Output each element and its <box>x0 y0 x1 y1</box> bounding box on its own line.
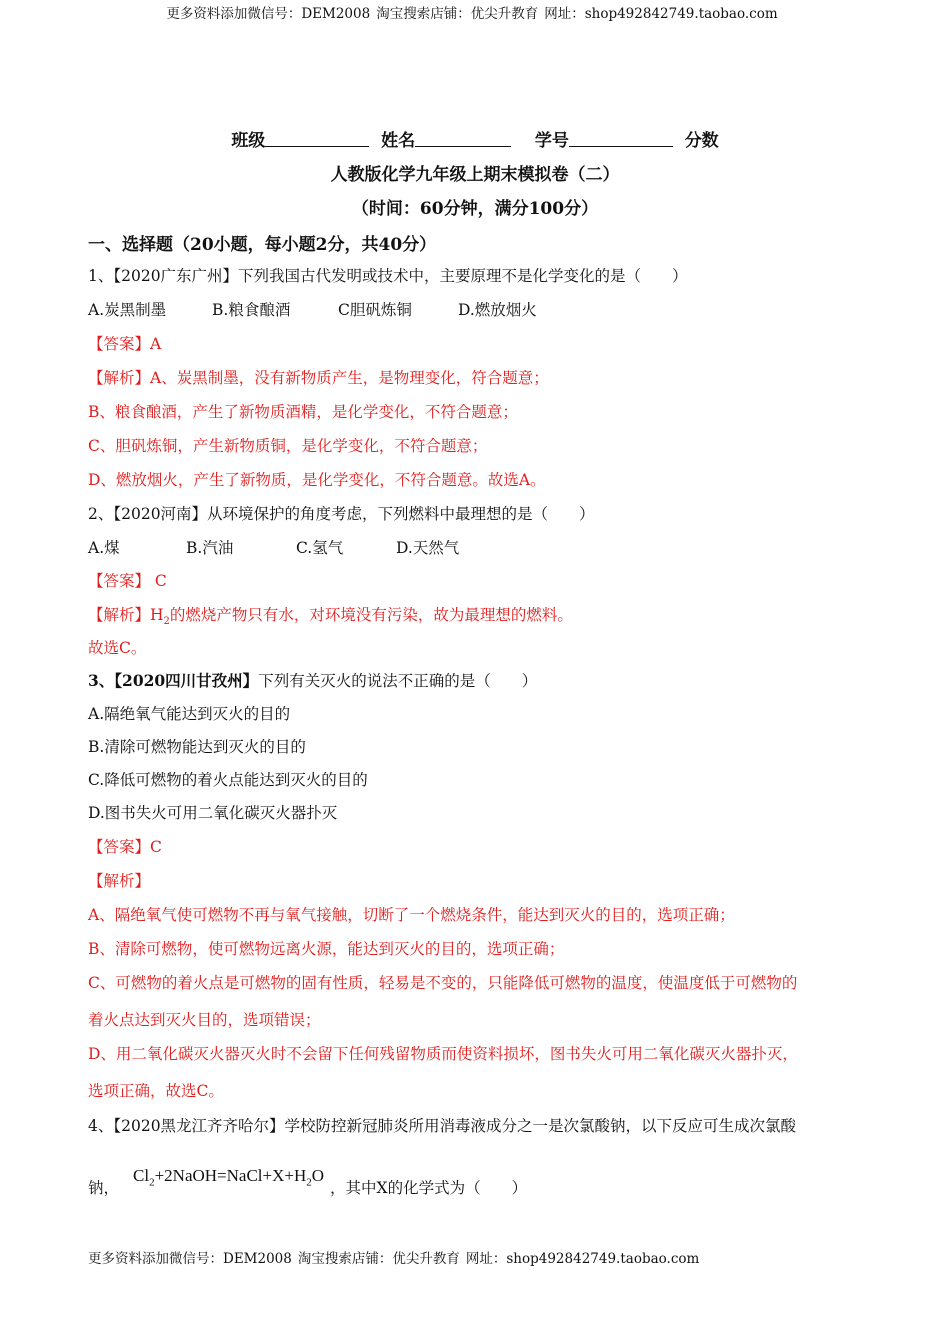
footer-url: 网址：shop492842749.taobao.com <box>465 1251 700 1267</box>
q2-option-a[interactable]: A.煤 <box>88 539 120 557</box>
class-blank[interactable] <box>265 130 369 147</box>
q4-stem: 4、【2020黑龙江齐齐哈尔】学校防控新冠肺炎所用消毒液成分之一是次氯酸钠，以下反应可生成次氯酸 <box>88 1117 797 1135</box>
q1-option-a[interactable]: A.炭黑制墨 <box>88 301 167 319</box>
exam-title: 人教版化学九年级上期末模拟卷（二） <box>330 165 620 185</box>
q2-stem: 2、【2020河南】从环境保护的角度考虑，下列燃料中最理想的是（ ） <box>88 505 595 523</box>
q3-number: 3、 <box>88 671 115 690</box>
footer-wechat: 更多资料添加微信号：DEM2008 <box>88 1251 292 1267</box>
q3-option-c[interactable]: C.降低可燃物的着火点能达到灭火的目的 <box>88 771 368 789</box>
page-header <box>0 2 950 22</box>
q3-text: 下列有关灭火的说法不正确的是（ ） <box>258 672 538 690</box>
header-url: 网址：shop492842749.taobao.com <box>544 6 778 22</box>
q1-option-c[interactable]: C胆矾炼铜 <box>338 301 412 319</box>
q3-analysis-label: 【解析】 <box>88 872 151 890</box>
student-info-line <box>0 126 950 151</box>
q3-stem <box>88 669 537 691</box>
header-wechat: 更多资料添加微信号：DEM2008 <box>166 6 371 22</box>
q2-answer: 【答案】 C <box>88 572 167 590</box>
q3-option-d[interactable]: D.图书失火可用二氧化碳灭火器扑灭 <box>88 804 338 822</box>
q1-options <box>88 298 537 320</box>
q2-option-c[interactable]: C.氢气 <box>296 539 344 557</box>
q3-analysis-2: B、清除可燃物，使可燃物远离火源，能达到灭火的目的，选项正确； <box>88 940 565 958</box>
q1-option-d[interactable]: D.燃放烟火 <box>458 301 537 319</box>
q3-source: 【2020四川甘孜州】 <box>114 671 259 690</box>
q3-option-b[interactable]: B.清除可燃物能达到灭火的目的 <box>88 738 306 756</box>
q3-answer: 【答案】C <box>88 838 162 856</box>
q3-analysis-6: 选项正确，故选C。 <box>88 1082 224 1100</box>
footer-taobao: 淘宝搜索店铺：优尖升教育 <box>297 1251 460 1267</box>
q2-options <box>88 536 459 558</box>
header-taobao: 淘宝搜索店铺：优尖升教育 <box>376 6 539 22</box>
q3-analysis-3: C、可燃物的着火点是可燃物的固有性质，轻易是不变的，只能降低可燃物的温度，使温度低于可燃物的 <box>88 974 798 992</box>
score-label: 分数 <box>684 131 719 151</box>
name-label: 姓名 <box>381 131 416 151</box>
q2-analysis-text: 的燃烧产物只有水，对环境没有污染，故为最理想的燃料。 <box>169 606 573 624</box>
h2-formula: $H_2$ <box>150 606 170 628</box>
q1-analysis-3: C、胆矾炼铜，产生新物质铜，是化学变化，不符合题意； <box>88 437 488 455</box>
q4-stem-continued <box>88 1166 528 1200</box>
q1-analysis-1: 【解析】A、炭黑制墨，没有新物质产生，是物理变化，符合题意； <box>88 369 549 387</box>
q2-conclusion: 故选C。 <box>88 639 147 657</box>
section-heading: 一、选择题（20小题，每小题2分，共40分） <box>88 235 437 255</box>
name-blank[interactable] <box>415 130 511 147</box>
q2-option-d[interactable]: D.天然气 <box>396 539 460 557</box>
exam-subtitle: （时间：60分钟，满分100分） <box>351 199 599 219</box>
q2-analysis <box>88 603 573 627</box>
q3-analysis-1: A、隔绝氧气使可燃物不再与氧气接触，切断了一个燃烧条件，能达到灭火的目的，选项正确； <box>88 906 735 924</box>
chemical-equation: $Cl_2+2NaOH=NaCl+X+H_2O$ <box>133 1166 325 1189</box>
q3-analysis-4: 着火点达到灭火目的，选项错误； <box>88 1011 321 1029</box>
q3-analysis-5: D、用二氧化碳灭火器灭火时不会留下任何残留物质而使资料损坏，图书失火可用二氧化碳灭火器扑灭， <box>88 1045 798 1063</box>
q1-stem: 1、【2020广东广州】下列我国古代发明或技术中，主要原理不是化学变化的是（ ） <box>88 267 688 285</box>
q2-option-b[interactable]: B.汽油 <box>186 539 234 557</box>
q1-analysis-2: B、粮食酿酒，产生了新物质酒精，是化学变化，不符合题意； <box>88 403 518 421</box>
q1-answer: 【答案】A <box>88 335 162 353</box>
page-footer <box>88 1247 705 1267</box>
id-label: 学号 <box>534 131 569 151</box>
q1-option-b[interactable]: B.粮食酿酒 <box>212 301 291 319</box>
id-blank[interactable] <box>569 130 673 147</box>
q1-analysis-4: D、燃放烟火，产生了新物质，是化学变化，不符合题意。故选A。 <box>88 471 546 489</box>
q4-cont-end: ，其中X的化学式为（ ） <box>330 1179 528 1197</box>
class-label: 班级 <box>231 131 266 151</box>
q2-analysis-label: 【解析】 <box>88 606 151 624</box>
q4-cont-start: 钠， <box>88 1179 120 1197</box>
q3-option-a[interactable]: A.隔绝氧气能达到灭火的目的 <box>88 705 291 723</box>
